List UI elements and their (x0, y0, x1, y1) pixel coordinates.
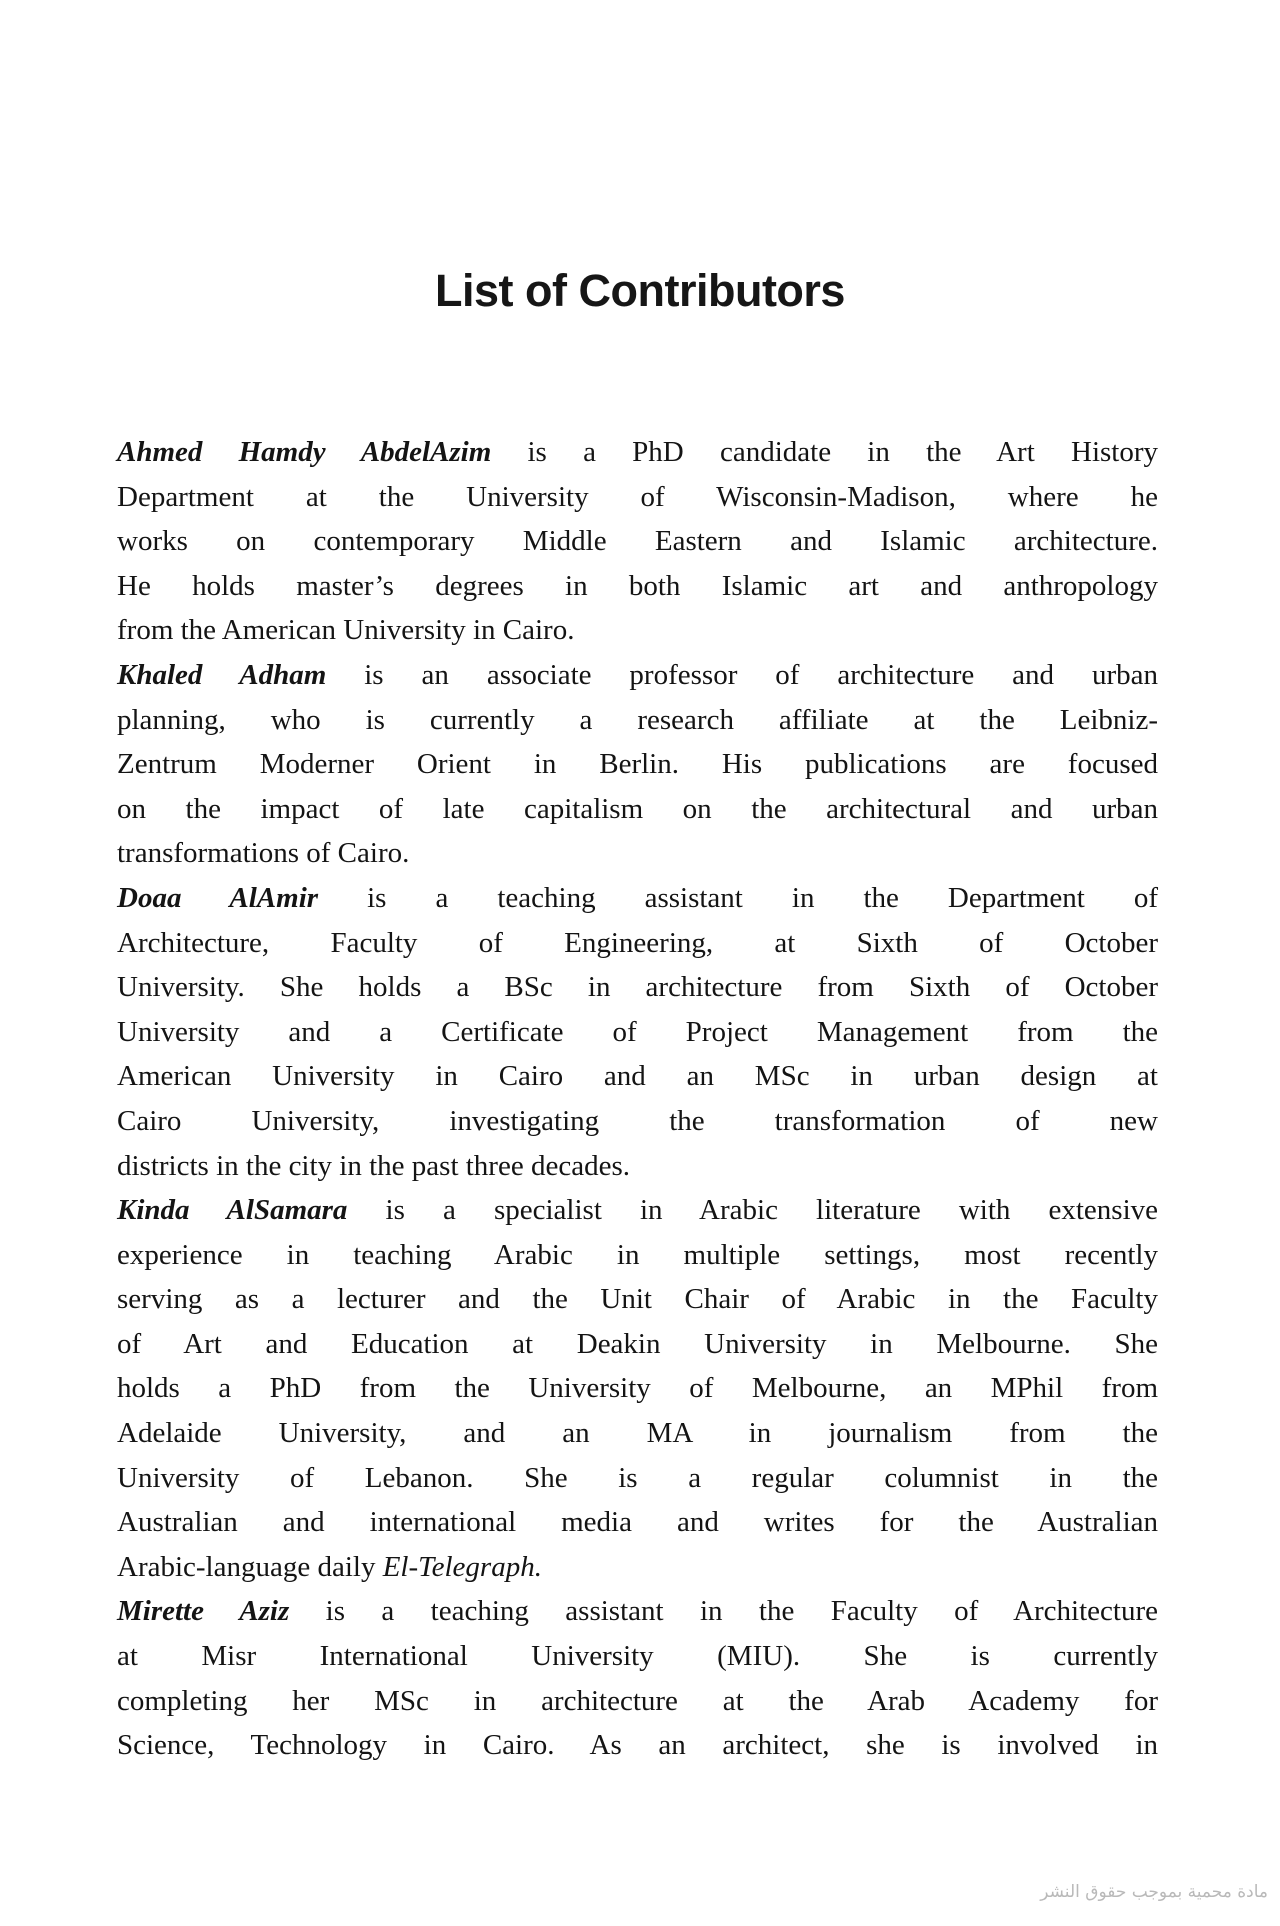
paragraph-line (117, 608, 1158, 653)
body-text: American University in Cairo and an MSc in urban design at (117, 1060, 1158, 1093)
paragraph-line (117, 430, 1158, 475)
contributor-list (117, 430, 1158, 1768)
contributor-paragraph (117, 1188, 1158, 1589)
paragraph-line (117, 1456, 1158, 1501)
body-text: works on contemporary Middle Eastern and Islamic architecture. (117, 525, 1158, 558)
body-text: districts in the city in the past three decades. (117, 1149, 630, 1182)
paragraph-line (117, 1411, 1158, 1456)
paragraph-line (117, 1054, 1158, 1099)
contributor-paragraph (117, 1589, 1158, 1767)
contributor-name: Khaled Adham (117, 658, 327, 691)
paragraph-line (117, 1545, 1158, 1590)
body-text: Science, Technology in Cairo. As an architect, she is involved in (117, 1729, 1158, 1762)
body-text: Australian and international media and writes for the Australian (117, 1506, 1158, 1539)
paragraph-line (117, 1188, 1158, 1233)
paragraph-line (117, 831, 1158, 876)
body-text: completing her MSc in architecture at the Arab Academy for (117, 1684, 1158, 1717)
body-text: of Art and Education at Deakin University in Melbourne. She (117, 1327, 1158, 1360)
paragraph-line (117, 787, 1158, 832)
body-text: from the American University in Cairo. (117, 614, 575, 647)
body-text: University of Lebanon. She is a regular columnist in the (117, 1461, 1158, 1494)
body-text: Adelaide University, and an MA in journalism from the (117, 1417, 1158, 1450)
body-text: University and a Certificate of Project Management from the (117, 1015, 1158, 1048)
paragraph-line (117, 1634, 1158, 1679)
paragraph-line (117, 653, 1158, 698)
body-text: on the impact of late capitalism on the architectural and urban (117, 792, 1158, 825)
contributor-paragraph (117, 430, 1158, 653)
contributor-paragraph (117, 653, 1158, 876)
paragraph-line (117, 1589, 1158, 1634)
body-text: holds a PhD from the University of Melbourne, an MPhil from (117, 1372, 1158, 1405)
paragraph-line (117, 564, 1158, 609)
body-text: is a teaching assistant in the Department of (318, 881, 1158, 914)
paragraph-line (117, 1679, 1158, 1724)
body-text: is a specialist in Arabic literature with extensive (347, 1194, 1159, 1227)
body-text: He holds master’s degrees in both Islamic art and anthropology (117, 569, 1158, 602)
body-text: Department at the University of Wisconsin-Madison, where he (117, 480, 1158, 513)
paragraph-line (117, 1366, 1158, 1411)
body-text: Arabic-language daily (117, 1550, 383, 1583)
paragraph-line (117, 1099, 1158, 1144)
page-title: List of Contributors (435, 265, 845, 316)
body-text: transformations of Cairo. (117, 837, 410, 870)
paragraph-line (117, 876, 1158, 921)
contributor-paragraph (117, 876, 1158, 1188)
paragraph-line (117, 1500, 1158, 1545)
contributor-name: Ahmed Hamdy AbdelAzim (117, 436, 492, 468)
body-text: Cairo University, investigating the transformation of new (117, 1104, 1158, 1137)
body-text: at Misr International University (MIU). She is currently (117, 1640, 1158, 1673)
body-text: experience in teaching Arabic in multiple settings, most recently (117, 1238, 1158, 1271)
paragraph-line (117, 742, 1158, 787)
paragraph-line (117, 519, 1158, 564)
body-text: is a PhD candidate in the Art History (491, 436, 1158, 468)
paragraph-line (117, 1322, 1158, 1367)
body-text: planning, who is currently a research affiliate at the Leibniz- (117, 703, 1158, 736)
paragraph-line (117, 698, 1158, 743)
paragraph-line (117, 1277, 1158, 1322)
paragraph-line (117, 475, 1158, 520)
italic-text: El-Telegraph. (382, 1550, 542, 1583)
body-text: is an associate professor of architecture and urban (326, 658, 1158, 691)
body-text: University. She holds a BSc in architecture from Sixth of October (117, 971, 1158, 1004)
body-text: serving as a lecturer and the Unit Chair of Arabic in the Faculty (117, 1283, 1158, 1316)
body-text: Zentrum Moderner Orient in Berlin. His publications are focused (117, 748, 1158, 781)
contributor-name: Kinda AlSamara (117, 1194, 348, 1227)
paragraph-line (117, 1144, 1158, 1189)
paragraph-line (117, 921, 1158, 966)
contributor-name: Doaa AlAmir (117, 881, 319, 914)
body-text: is a teaching assistant in the Faculty of Architecture (289, 1595, 1158, 1628)
contributor-name: Mirette Aziz (117, 1595, 290, 1628)
paragraph-line (117, 965, 1158, 1010)
body-text: Architecture, Faculty of Engineering, at Sixth of October (117, 926, 1158, 959)
paragraph-line (117, 1010, 1158, 1055)
copyright-watermark-arabic: مادة محمية بموجب حقوق النشر (1040, 1882, 1268, 1902)
paragraph-line (117, 1233, 1158, 1278)
paragraph-line (117, 1723, 1158, 1768)
